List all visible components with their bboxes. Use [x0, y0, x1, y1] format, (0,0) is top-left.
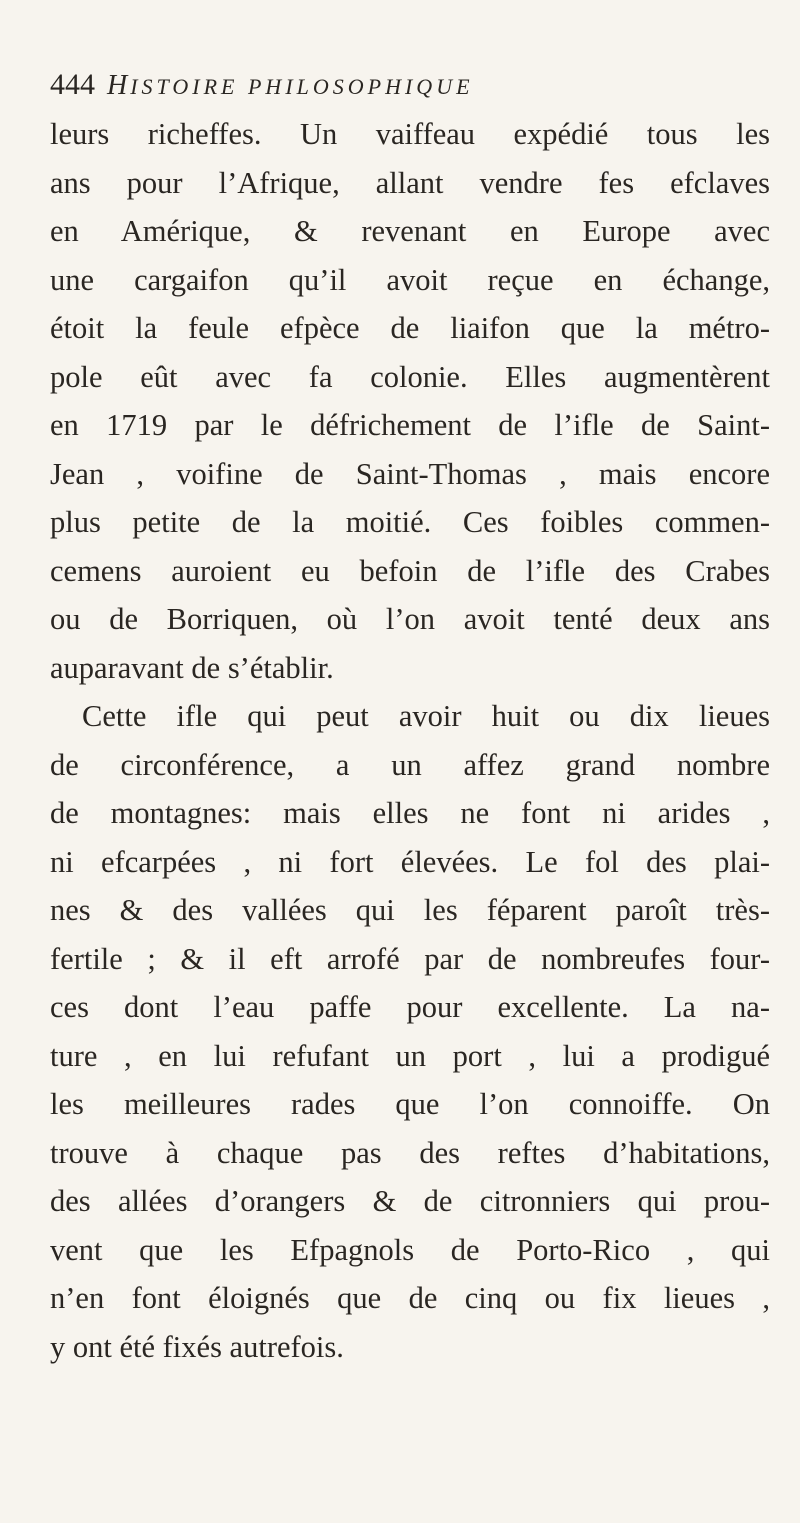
- book-page: [50, 68, 770, 1371]
- text-line: en 1719 par le défrichement de l’ifle de Saint-: [50, 408, 770, 442]
- text-line: en Amérique, & revenant en Europe avec: [50, 214, 770, 248]
- text-line: pole eût avec fa colonie. Elles augmentèrent: [50, 359, 770, 394]
- text-line: plus petite de la moitié. Ces foibles commen-: [50, 505, 770, 539]
- text-line: ans pour l’Afrique, allant vendre fes efclaves: [50, 165, 770, 200]
- text-line: ni efcarpées , ni fort élevées. Le fol des plai-: [50, 844, 770, 879]
- text-line: ces dont l’eau paffe pour excellente. La na-: [50, 990, 770, 1024]
- text-line: nes & des vallées qui les féparent paroît très-: [50, 893, 770, 927]
- text-line: Jean , voifine de Saint-Thomas , mais encore: [50, 456, 770, 491]
- text-line: y ont été fixés autrefois.: [50, 1329, 344, 1364]
- text-line: trouve à chaque pas des reftes d’habitations,: [50, 1135, 770, 1170]
- text-line: de montagnes: mais elles ne font ni arides ,: [50, 796, 770, 830]
- text-line: des allées d’orangers & de citronniers qui prou-: [50, 1184, 770, 1218]
- text-line: vent que les Efpagnols de Porto-Rico , qui: [50, 1232, 770, 1267]
- page-number: 444: [50, 68, 95, 101]
- text-line: étoit la feule efpèce de liaifon que la métro-: [50, 311, 770, 345]
- body-text: [50, 110, 770, 1371]
- running-title: [107, 70, 474, 102]
- text-line: une cargaifon qu’il avoit reçue en échange,: [50, 262, 770, 297]
- text-line: Cette ifle qui peut avoir huit ou dix lieues: [82, 699, 770, 733]
- text-line: n’en font éloignés que de cinq ou fix lieues ,: [50, 1281, 770, 1315]
- text-line: cemens auroient eu befoin de l’ifle des Crabes: [50, 553, 770, 588]
- running-title-rest: ISTOIRE PHILOSOPHIQUE: [130, 74, 474, 99]
- running-head: [50, 68, 770, 104]
- text-line: ture , en lui refufant un port , lui a prodigué: [50, 1038, 770, 1073]
- running-title-initial: H: [107, 70, 131, 101]
- text-line: leurs richeffes. Un vaiffeau expédié tous les: [50, 117, 770, 151]
- text-line: fertile ; & il eft arrofé par de nombreufes four-: [50, 941, 770, 976]
- text-line: ou de Borriquen, où l’on avoit tenté deux ans: [50, 602, 770, 636]
- text-line: de circonférence, a un affez grand nombre: [50, 747, 770, 782]
- text-line: auparavant de s’établir.: [50, 650, 334, 685]
- text-line: les meilleures rades que l’on connoiffe. On: [50, 1087, 770, 1121]
